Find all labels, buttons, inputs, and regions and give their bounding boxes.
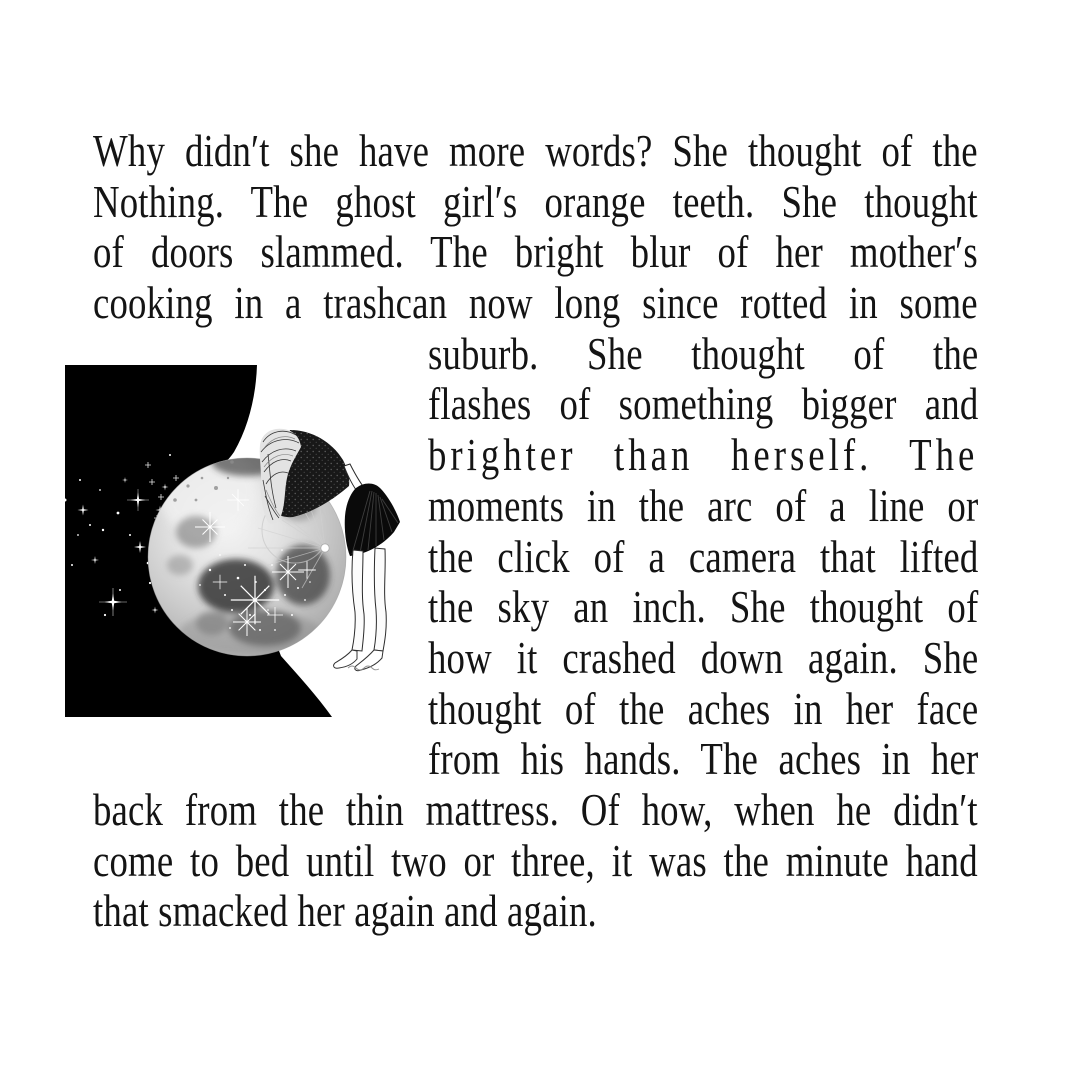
text-line: suburb. She thought of the	[428, 327, 979, 379]
text-paragraph	[0, 126, 1080, 937]
text-line: brighter than herself. The	[428, 429, 979, 481]
text-line: flashes of something bigger and	[428, 378, 979, 430]
text-line: Why didn′t she have more words? She thought of the	[93, 125, 978, 176]
text-line: that smacked her again and again.	[93, 885, 597, 937]
text-line: the click of a camera that lifted	[428, 530, 979, 582]
text-line: come to bed until two or three, it was the minute hand	[93, 834, 978, 886]
text-line: of doors slammed. The bright blur of her mother′s	[93, 226, 978, 278]
text-line: how it crashed down again. She	[428, 631, 979, 683]
text-line: the sky an inch. She thought of	[428, 581, 979, 633]
text-line: cooking in a trashcan now long since rotted in some	[93, 277, 978, 329]
text-line: from his hands. The aches in her	[428, 733, 979, 785]
text-line: Nothing. The ghost girl′s orange teeth. She thought	[93, 175, 978, 227]
text-line: thought of the aches in her face	[428, 682, 979, 734]
text-line: back from the thin mattress. Of how, when he didn′t	[93, 783, 978, 835]
text-line: moments in the arc of a line or	[428, 479, 979, 531]
